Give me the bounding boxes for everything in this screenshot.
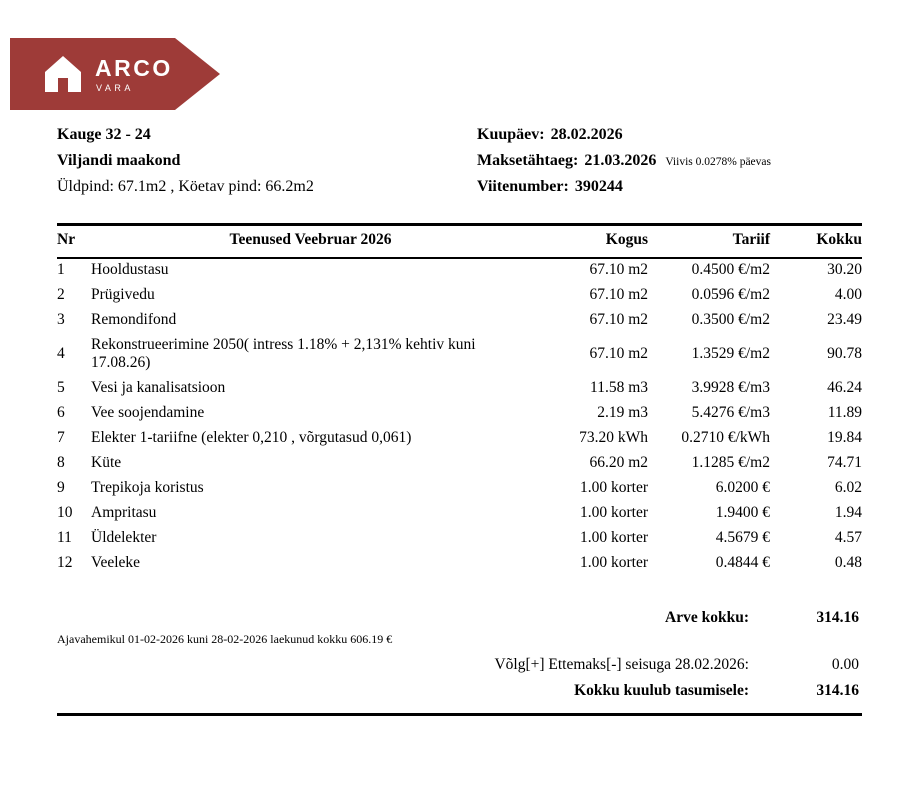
cell-quantity: 67.10 m2 bbox=[589, 260, 648, 278]
cell-total: 90.78 bbox=[827, 344, 862, 362]
date-label: Kuupäev: bbox=[477, 126, 545, 143]
cell-quantity: 2.19 m3 bbox=[597, 403, 648, 421]
table-row bbox=[57, 282, 862, 307]
cell-quantity: 73.20 kWh bbox=[579, 428, 648, 446]
company-logo bbox=[10, 38, 220, 110]
cell-tariff: 0.4844 € bbox=[715, 553, 770, 571]
table-row bbox=[57, 450, 862, 475]
date-value: 28.02.2026 bbox=[550, 126, 623, 143]
cell-nr: 4 bbox=[57, 344, 65, 362]
cell-tariff: 1.9400 € bbox=[715, 503, 770, 521]
header-row-2 bbox=[57, 152, 862, 170]
cell-description: Vesi ja kanalisatsioon bbox=[91, 378, 226, 396]
cell-description: Hooldustasu bbox=[91, 260, 169, 278]
services-table-wrap bbox=[57, 231, 862, 575]
balance-label: Võlg[+] Ettemaks[-] seisuga 28.02.2026: bbox=[494, 656, 749, 673]
services-table bbox=[57, 231, 862, 575]
table-row bbox=[57, 500, 862, 525]
table-row bbox=[57, 375, 862, 400]
cell-total: 4.00 bbox=[834, 285, 862, 303]
due-date-group bbox=[477, 152, 862, 170]
cell-nr: 5 bbox=[57, 378, 65, 396]
due-date-value: 21.03.2026 bbox=[584, 152, 657, 169]
cell-total: 30.20 bbox=[827, 260, 862, 278]
cell-nr: 8 bbox=[57, 453, 65, 471]
cell-description: Veeleke bbox=[91, 553, 141, 571]
balance-row bbox=[57, 656, 862, 674]
cell-nr: 12 bbox=[57, 553, 73, 571]
cell-tariff: 0.4500 €/m2 bbox=[691, 260, 770, 278]
cell-quantity: 11.58 m3 bbox=[590, 378, 648, 396]
col-quantity: Kogus bbox=[605, 231, 648, 248]
cell-total: 23.49 bbox=[827, 310, 862, 328]
cell-description: Remondifond bbox=[91, 310, 177, 328]
cell-total: 74.71 bbox=[827, 453, 862, 471]
header-row-1 bbox=[57, 126, 862, 144]
cell-description: Elekter 1-tariifne (elekter 0,210 , võrgutasud 0,061) bbox=[91, 428, 412, 446]
logo-subtitle: VARA bbox=[96, 83, 134, 93]
cell-nr: 2 bbox=[57, 285, 65, 303]
invoice-total-row bbox=[57, 609, 862, 627]
cell-tariff: 0.2710 €/kWh bbox=[681, 428, 770, 446]
cell-quantity: 1.00 korter bbox=[579, 528, 648, 546]
cell-quantity: 67.10 m2 bbox=[589, 310, 648, 328]
cell-description: Vee soojendamine bbox=[91, 403, 205, 421]
cell-total: 46.24 bbox=[827, 378, 862, 396]
footer-divider bbox=[57, 713, 862, 716]
table-row bbox=[57, 257, 862, 282]
table-row bbox=[57, 550, 862, 575]
penalty-note: Viivis 0.0278% päevas bbox=[665, 156, 771, 168]
period-payment-note: Ajavahemikul 01-02-2026 kuni 28-02-2026 laekunud kokku 606.19 € bbox=[57, 632, 393, 646]
header-row-3 bbox=[57, 178, 862, 196]
invoice-total-label: Arve kokku: bbox=[665, 609, 749, 626]
table-row bbox=[57, 400, 862, 425]
payable-row bbox=[57, 682, 862, 700]
cell-tariff: 0.3500 €/m2 bbox=[691, 310, 770, 328]
balance-value: 0.00 bbox=[831, 656, 859, 673]
col-tariff: Tariif bbox=[732, 231, 770, 248]
cell-nr: 11 bbox=[57, 528, 72, 546]
property-address: Kauge 32 - 24 bbox=[57, 126, 151, 143]
table-row bbox=[57, 425, 862, 450]
cell-description: Trepikoja koristus bbox=[91, 478, 204, 496]
logo-name: ARCO bbox=[95, 55, 173, 81]
cell-nr: 7 bbox=[57, 428, 65, 446]
cell-tariff: 1.1285 €/m2 bbox=[691, 453, 770, 471]
cell-tariff: 1.3529 €/m2 bbox=[691, 344, 770, 362]
table-header-row bbox=[57, 231, 862, 257]
cell-tariff: 5.4276 €/m3 bbox=[691, 403, 770, 421]
cell-description: Prügivedu bbox=[91, 285, 155, 303]
cell-description: Rekonstrueerimine 2050( intress 1.18% + 2,131% kehtiv kuni 17.08.26) bbox=[91, 335, 476, 371]
cell-nr: 9 bbox=[57, 478, 65, 496]
payable-value: 314.16 bbox=[816, 682, 859, 699]
invoice-total-value: 314.16 bbox=[816, 609, 859, 626]
cell-quantity: 67.10 m2 bbox=[589, 285, 648, 303]
col-nr: Nr bbox=[57, 231, 76, 248]
cell-quantity: 67.10 m2 bbox=[589, 344, 648, 362]
area-info: Üldpind: 67.1m2 , Köetav pind: 66.2m2 bbox=[57, 178, 314, 195]
cell-total: 1.94 bbox=[834, 503, 862, 521]
cell-total: 11.89 bbox=[827, 403, 862, 421]
table-row bbox=[57, 332, 862, 375]
cell-quantity: 1.00 korter bbox=[579, 503, 648, 521]
logo-text bbox=[95, 56, 173, 94]
table-row bbox=[57, 475, 862, 500]
date-group bbox=[477, 126, 862, 144]
col-total: Kokku bbox=[816, 231, 862, 248]
cell-total: 6.02 bbox=[834, 478, 862, 496]
cell-quantity: 1.00 korter bbox=[579, 553, 648, 571]
payable-label: Kokku kuulub tasumisele: bbox=[574, 682, 749, 699]
due-date-label: Maksetähtaeg: bbox=[477, 152, 579, 169]
cell-total: 4.57 bbox=[834, 528, 862, 546]
cell-quantity: 66.20 m2 bbox=[589, 453, 648, 471]
cell-description: Küte bbox=[91, 453, 122, 471]
cell-tariff: 3.9928 €/m3 bbox=[691, 378, 770, 396]
cell-description: Üldelekter bbox=[91, 528, 157, 546]
reference-group bbox=[477, 178, 862, 196]
cell-nr: 10 bbox=[57, 503, 73, 521]
table-head bbox=[57, 231, 862, 257]
header-divider bbox=[57, 223, 862, 226]
invoice-header bbox=[57, 126, 862, 204]
cell-nr: 6 bbox=[57, 403, 65, 421]
col-description: Teenused Veebruar 2026 bbox=[229, 231, 392, 248]
cell-tariff: 0.0596 €/m2 bbox=[691, 285, 770, 303]
cell-nr: 1 bbox=[57, 260, 65, 278]
cell-total: 19.84 bbox=[827, 428, 862, 446]
cell-tariff: 4.5679 € bbox=[715, 528, 770, 546]
reference-value: 390244 bbox=[574, 178, 623, 195]
reference-label: Viitenumber: bbox=[477, 178, 569, 195]
table-body bbox=[57, 257, 862, 575]
cell-total: 0.48 bbox=[834, 553, 862, 571]
table-row bbox=[57, 307, 862, 332]
cell-tariff: 6.0200 € bbox=[715, 478, 770, 496]
cell-nr: 3 bbox=[57, 310, 65, 328]
property-region: Viljandi maakond bbox=[57, 152, 181, 169]
table-row bbox=[57, 525, 862, 550]
cell-quantity: 1.00 korter bbox=[579, 478, 648, 496]
cell-description: Ampritasu bbox=[91, 503, 157, 521]
house-icon bbox=[43, 54, 83, 94]
